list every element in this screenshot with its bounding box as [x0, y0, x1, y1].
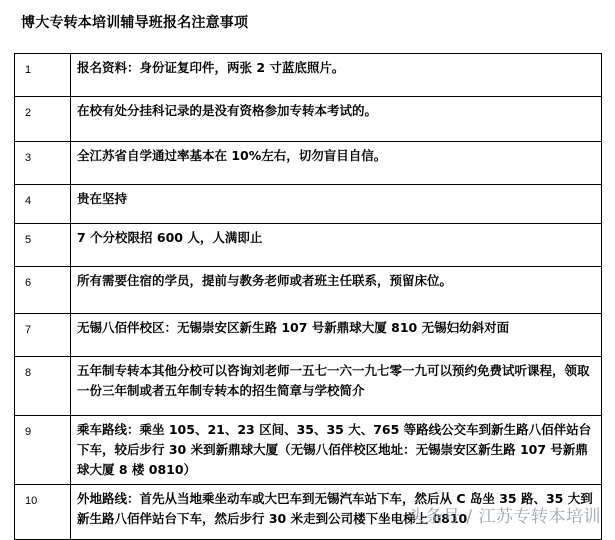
table-row — [15, 314, 602, 357]
row-text: 乘车路线：乘坐 105、21、23 区间、35、35 大、765 等路线公交车到新生路八佰伴站台下车，较后步行 30 米到新鼎球大厦（无锡八佰伴校区地址：无锡崇安区新生路 107 号新鼎球大厦 8 楼 0810） — [71, 416, 602, 485]
row-text: 五年制专转本其他分校可以咨询刘老师一五七一六一九七零一九可以预约免费试听课程，领取一份三年制或者五年制专转本的招生简章与学校简介 — [71, 357, 602, 416]
row-text: 所有需要住宿的学员，提前与教务老师或者班主任联系，预留床位。 — [71, 267, 602, 314]
row-number: 7 — [15, 314, 71, 357]
row-text: 无锡八佰伴校区：无锡崇安区新生路 107 号新鼎球大厦 810 无锡妇幼斜对面 — [71, 314, 602, 357]
row-number: 2 — [15, 97, 71, 142]
table-row — [15, 357, 602, 416]
row-text: 贵在坚持 — [71, 185, 602, 224]
row-number: 6 — [15, 267, 71, 314]
row-text: 外地路线：首先从当地乘坐动车或大巴车到无锡汽车站下车，然后从 C 岛坐 35 路、35 大到新生路八佰伴站台下车，然后步行 30 米走到公司楼下坐电梯上 0810 — [71, 485, 602, 540]
row-text: 报名资料：身份证复印件，两张 2 寸蓝底照片。 — [71, 54, 602, 97]
table-row — [15, 185, 602, 224]
row-text: 在校有处分挂科记录的是没有资格参加专转本考试的。 — [71, 97, 602, 142]
table-row — [15, 416, 602, 485]
row-number: 4 — [15, 185, 71, 224]
table-row — [15, 224, 602, 267]
table-row — [15, 267, 602, 314]
table-row — [15, 97, 602, 142]
row-text: 全江苏省自学通过率基本在 10%左右，切勿盲目自信。 — [71, 142, 602, 185]
row-number: 9 — [15, 416, 71, 485]
notes-table — [14, 53, 602, 540]
row-number: 10 — [15, 485, 71, 540]
row-number: 1 — [15, 54, 71, 97]
table-row — [15, 54, 602, 97]
watermark: 头条号 / 江苏专转本培训 — [407, 507, 601, 527]
table-row — [15, 142, 602, 185]
row-number: 8 — [15, 357, 71, 416]
row-number: 5 — [15, 224, 71, 267]
document-title: 博大专转本培训辅导班报名注意事项 — [21, 15, 249, 31]
row-number: 3 — [15, 142, 71, 185]
row-text: 7 个分校限招 600 人，人满即止 — [71, 224, 602, 267]
